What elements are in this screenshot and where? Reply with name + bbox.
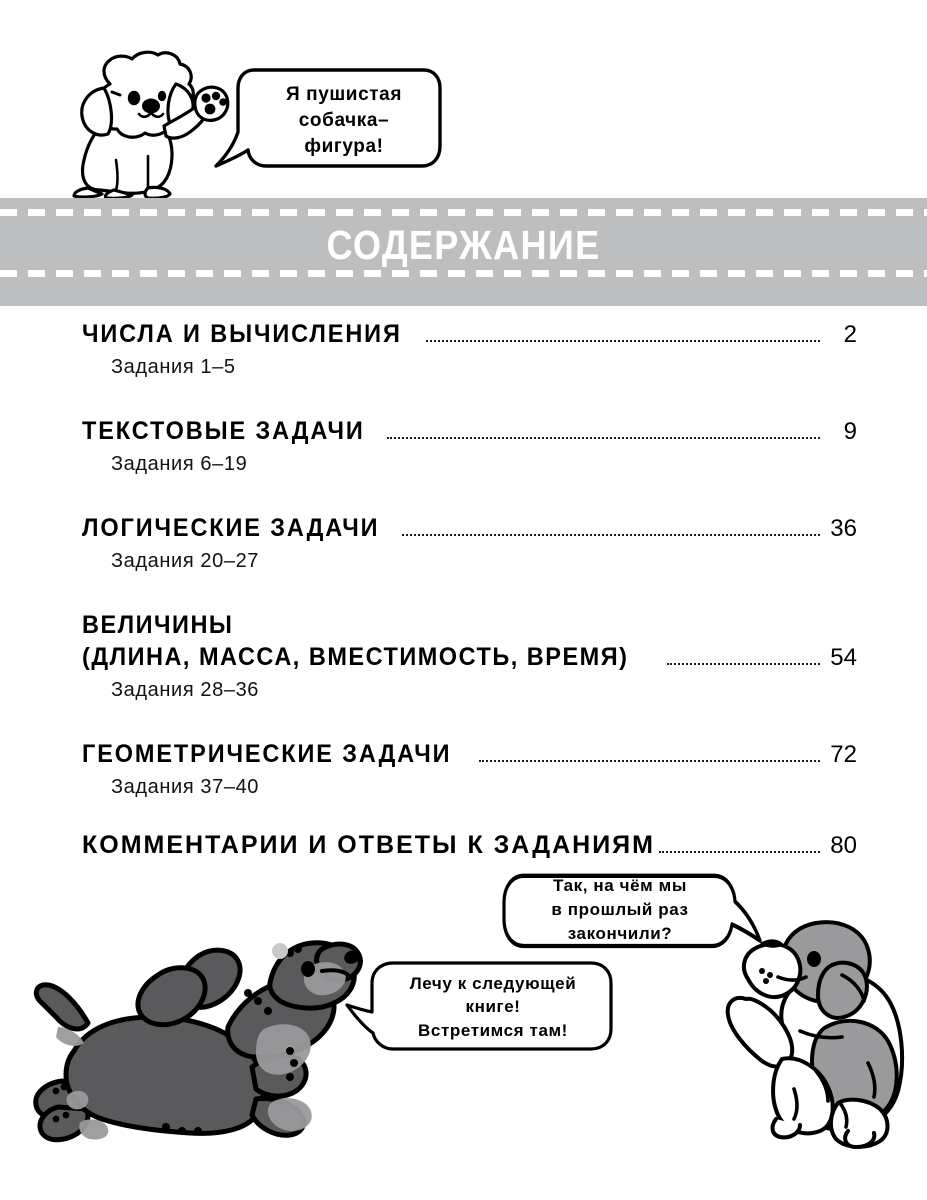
toc-subtitle: Задания 28–36 — [111, 679, 260, 701]
toc-title: (ДЛИНА, МАССА, ВМЕСТИМОСТЬ, ВРЕМЯ) — [82, 643, 629, 671]
bubble-bl-line-2: книге! — [465, 997, 521, 1016]
table-of-contents — [0, 318, 927, 861]
dot-leader — [426, 340, 820, 342]
bubble-top-line-2: собачка– — [298, 110, 390, 131]
toc-entry[interactable] — [0, 738, 927, 799]
toc-subtitle: Задания 37–40 — [111, 776, 260, 798]
spacer — [0, 799, 927, 829]
dot-leader — [667, 663, 820, 665]
toc-entry[interactable] — [0, 318, 927, 379]
toc-page-number: 54 — [830, 644, 857, 671]
toc-entry[interactable] — [0, 609, 927, 702]
bubble-br-line-2: в прошлый раз — [551, 900, 689, 919]
toc-page-number: 2 — [843, 321, 857, 348]
bubble-top-line-3: фигура! — [304, 136, 384, 157]
dot-leader — [479, 760, 820, 762]
dot-leader — [387, 437, 820, 439]
toc-title-line-1: ВЕЛИЧИНЫ — [82, 611, 234, 639]
toc-title: КОММЕНТАРИИ И ОТВЕТЫ К ЗАДАНИЯМ — [82, 831, 655, 859]
toc-entry[interactable] — [0, 512, 927, 573]
toc-page-number: 80 — [830, 832, 857, 859]
dot-leader — [402, 534, 820, 536]
banner-dashed-line-bottom — [0, 270, 927, 277]
toc-title: ТЕКСТОВЫЕ ЗАДАЧИ — [82, 417, 365, 445]
spacer — [0, 573, 927, 609]
spacer — [0, 702, 927, 738]
toc-page-number: 72 — [830, 741, 857, 768]
toc-subtitle: Задания 20–27 — [111, 550, 260, 572]
top-illustration-zone — [0, 0, 927, 200]
toc-title: ГЕОМЕТРИЧЕСКИЕ ЗАДАЧИ — [82, 740, 452, 768]
bubble-br-line-3: закончили? — [567, 924, 673, 943]
toc-entry[interactable] — [0, 415, 927, 476]
toc-page-number: 36 — [830, 515, 857, 542]
spacer — [0, 476, 927, 512]
speech-bubble-top — [212, 62, 444, 180]
dark-grey-running-dachshund-icon — [22, 931, 370, 1151]
contents-banner — [0, 198, 927, 306]
grey-white-sitting-dog-icon — [722, 915, 920, 1153]
bubble-bl-line-3: Встретимся там! — [418, 1021, 568, 1040]
fluffy-white-puppy-waving-icon — [52, 48, 237, 200]
toc-subtitle: Задания 6–19 — [111, 453, 248, 475]
toc-title: ЧИСЛА И ВЫЧИСЛЕНИЯ — [82, 320, 402, 348]
toc-page-number: 9 — [843, 418, 857, 445]
spacer — [0, 379, 927, 415]
bottom-illustration-zone — [0, 845, 927, 1200]
banner-dashed-line-top — [0, 209, 927, 216]
speech-bubble-bottom-left — [345, 957, 615, 1053]
bubble-top-line-1: Я пушистая — [285, 84, 403, 105]
bubble-bl-line-1: Лечу к следующей — [409, 974, 577, 993]
bubble-br-line-1: Так, на чём мы — [553, 876, 687, 895]
toc-subtitle: Задания 1–5 — [111, 356, 236, 378]
page-title: СОДЕРЖАНИЕ — [326, 222, 601, 268]
toc-title: ЛОГИЧЕСКИЕ ЗАДАЧИ — [82, 514, 380, 542]
